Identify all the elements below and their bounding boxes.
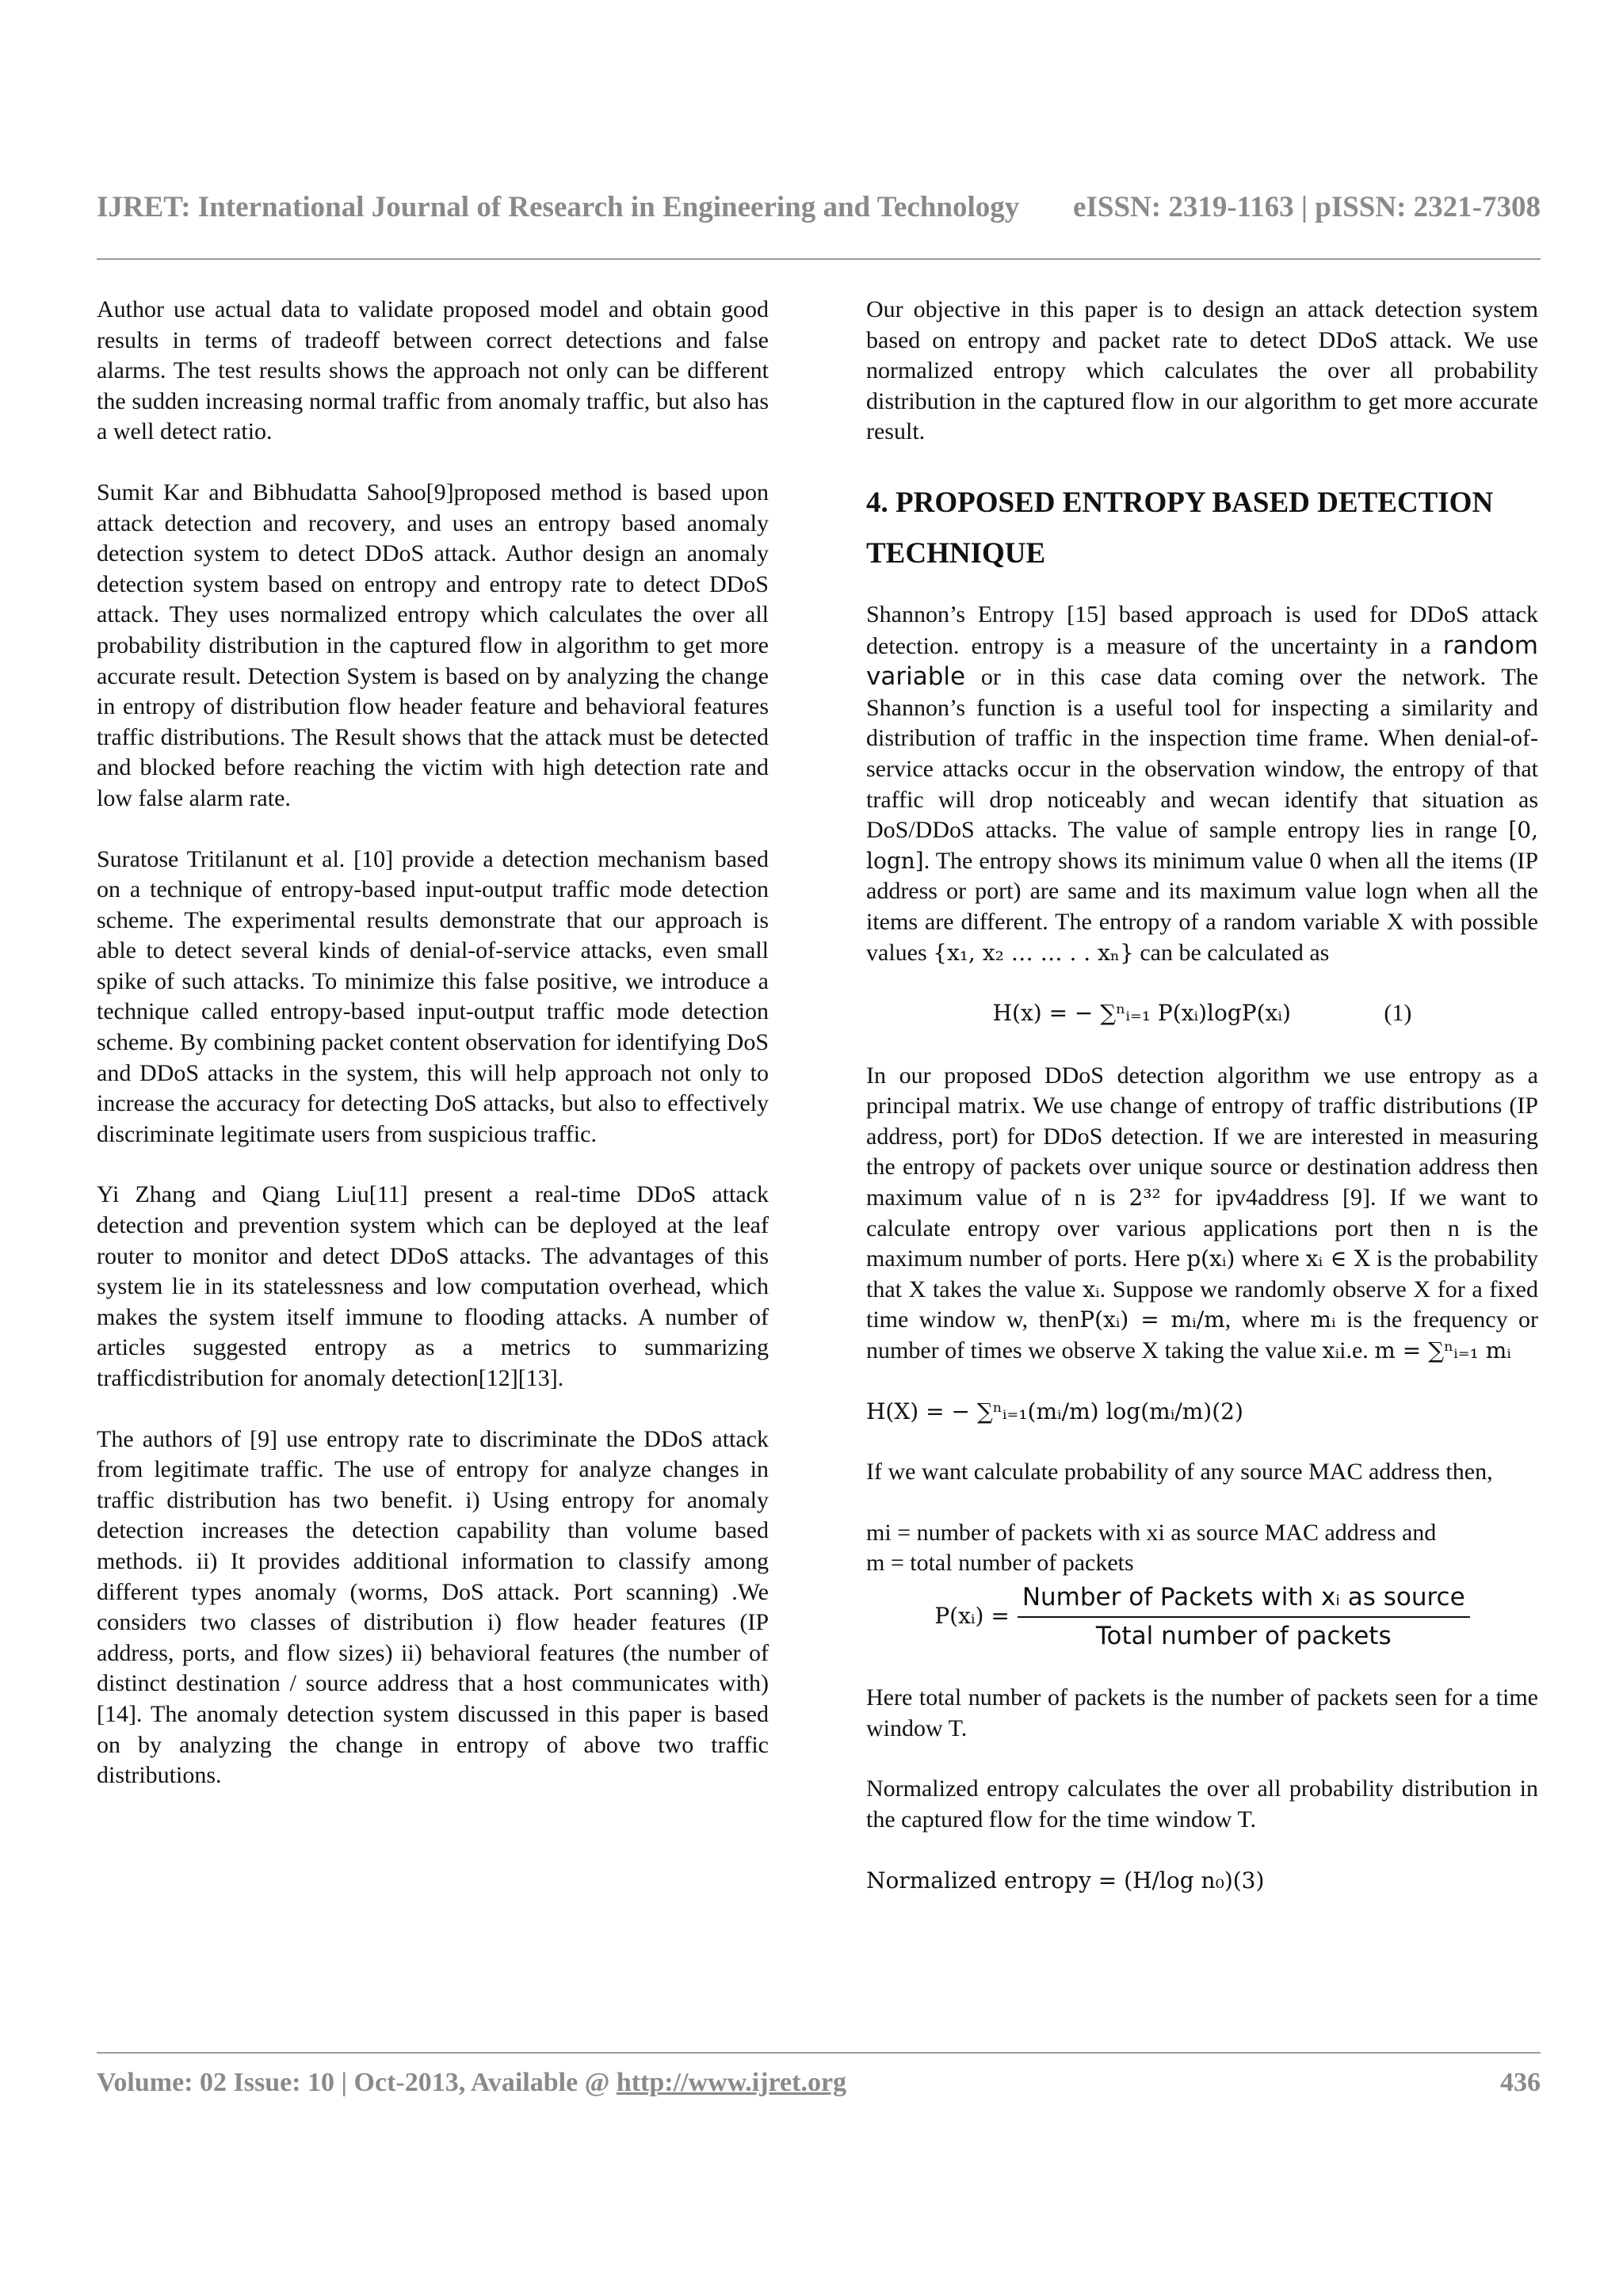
paragraph: Here total number of packets is the number of packets seen for a time window T. [866,1684,1538,1741]
equation-2: H(X) = − ∑ⁿᵢ₌₁(mᵢ/m) log(mᵢ/m)(2) [866,1398,1243,1425]
footer-left [97,2068,846,2098]
section-heading-line1: 4. PROPOSED ENTROPY BASED DETECTION [866,486,1494,519]
equation-1-body: H(x) = − ∑ⁿᵢ₌₁ P(xᵢ)logP(xᵢ) [992,1000,1291,1027]
footer-rule [97,2052,1541,2054]
paragraph [866,600,1538,968]
text-run: is the probability that X takes the value [866,1245,1539,1302]
text-run: can be calculated as [1140,939,1330,966]
math-inline: xᵢ [1083,1276,1100,1302]
math-inline: xᵢ [1322,1337,1340,1364]
text-run: . Suppose we randomly observe X for a fixed time window w, then [866,1276,1538,1333]
running-footer [97,2068,1541,2098]
equation-1 [866,998,1538,1029]
definition-mi: mi = number of packets with xi as source MAC address and [866,1519,1437,1546]
math-inline: P(xᵢ) = mᵢ/m [1079,1306,1225,1333]
paragraph: Yi Zhang and Qiang Liu[11] present a real-time DDoS attack detection and prevention system which can be deployed at the leaf router to monitor and detect DDoS attacks. The advantages of this system lie in its statelessness and low computation overhead, which makes the system itself immune to flooding attacks. A number of articles suggested entropy as a metrics to summarizing trafficdistribution for anomaly detection[12][13]. [97,1181,769,1391]
section-heading-line2: TECHNIQUE [866,536,1046,570]
section-heading [866,478,1538,579]
fraction-lhs: P(xᵢ) = [934,1603,1010,1630]
text-run: for ipv4address [9]. If we want to calculate entropy over various applications port then n is the maximum number of ports. Here [866,1184,1539,1272]
equation-1-number: (1) [1384,1000,1412,1027]
running-header [97,190,1541,224]
right-column [866,295,1538,1926]
paragraph: If we want calculate probability of any source MAC address then, [866,1459,1493,1486]
paragraph [866,1061,1538,1367]
paragraph: Author use actual data to validate proposed model and obtain good results in terms of tradeoff between correct detections and false alarms. The test results shows the approach not only can be different the sudden increasing normal traffic from anomaly traffic, but also has a well detect ratio. [97,296,769,445]
paragraph: Normalized entropy calculates the over all probability distribution in the captured flow for the time window T. [866,1775,1538,1833]
text-run: Shannon’s Entropy [15] based approach is used for DDoS attack detection. entropy is a measure of the uncertainty in a [866,601,1538,659]
equation-3: Normalized entropy = (H/log n₀)(3) [866,1867,1265,1894]
math-power: 2³² [1128,1184,1161,1211]
page-number: 436 [1500,2068,1541,2097]
paragraph: Sumit Kar and Bibhudatta Sahoo[9]proposed method is based upon attack detection and recovery, and uses an entropy based anomaly detection system to detect DDoS attack. Author design an anomaly detection system based on entropy and entropy rate to detect DDoS attack. They uses normalized entropy which calculates the over all probability distribution in the captured flow in algorithm to get more accurate result. Detection System is based on by analyzing the change in entropy of distribution flow header feature and behavioral features traffic distributions. The Result shows that the attack must be detected and blocked before reaching the victim with high detection rate and low false alarm rate. [97,479,769,811]
journal-name: IJRET: International Journal of Research in Engineering and Technology [97,191,1020,223]
left-column [97,295,769,1821]
text-run: is the frequency or number of times we observe X taking the value [866,1306,1539,1364]
paragraph: Our objective in this paper is to design an attack detection system based on entropy and packet rate to detect DDoS attack. We use normalized entropy which calculates the over all probability distribution in the captured flow in our algorithm to get more accurate result. [866,296,1538,445]
math-range: [0, logn] [866,817,1538,874]
text-run: where [1241,1245,1300,1272]
header-rule [97,258,1541,260]
fraction [1018,1582,1470,1651]
fraction-numerator: Number of Packets with xᵢ as source [1018,1582,1470,1618]
text-run: or in this case data coming over the network. The Shannon’s function is a useful tool for inspecting a similarity and distribution of traffic in the inspection time frame. When denial-of-service attacks occur in the observation window, the entropy of that traffic will drop noticeably and wecan identify that situation as DoS/DDoS attacks. The value of sample entropy lies in range [866,664,1539,844]
paragraph: The authors of [9] use entropy rate to discriminate the DDoS attack from legitimate traffic. The use of entropy for analyze changes in traffic distribution has two benefit. i) Using entropy for anomaly detection increases the detection capability than volume based methods. ii) It provides additional information to classify among different types anomaly (worms, DoS attack. Port scanning) .We considers two classes of distribution i) flow header features (IP address, ports, and flow sizes) ii) behavioral features (the number of distinct destination / source address that a host communicates with) [14]. The anomaly detection system discussed in this paper is based on by analyzing the change in entropy of above two traffic distributions. [97,1425,769,1789]
math-inline: xᵢ ∈ X [1305,1245,1370,1272]
math-inline: mᵢ [1310,1306,1336,1333]
definition-m: m = total number of packets [866,1550,1134,1577]
journal-link[interactable]: http://www.ijret.org [616,2068,847,2097]
volume-info: Volume: 02 Issue: 10 | Oct-2013, Available @ [97,2068,610,2097]
fraction-denominator: Total number of packets [1095,1621,1392,1650]
text-run: In our proposed DDoS detection algorithm we use entropy as a principal matrix. We use change of entropy of traffic distributions (IP address, port) for DDoS detection. If we are interested in measuring the entropy of packets over unique source or destination address then maximum value of n is [866,1062,1538,1211]
math-inline: m = ∑ⁿᵢ₌₁ mᵢ [1374,1337,1511,1364]
issn: eISSN: 2319-1163 | pISSN: 2321-7308 [1073,191,1541,223]
math-inline: p(xᵢ) [1186,1245,1235,1272]
paragraph: Suratose Tritilanunt et al. [10] provide a detection mechanism based on a technique of entropy-based input-output traffic mode detection scheme. The experimental results demonstrate that our approach is able to detect several kinds of denial-of-service attacks, even small spike of such attacks. To minimize this false positive, we introduce a technique called entropy-based input-output traffic mode detection scheme. By combining packet content observation for identifying DoS and DDoS attacks in the system, this will help approach not only to increase the accuracy for detecting DoS attacks, but also to effectively discriminate legitimate users from suspicious traffic. [97,845,769,1147]
probability-formula [866,1582,1538,1651]
term-random-variable: random variable [866,631,1538,692]
text-run: i.e. [1339,1337,1369,1364]
text-run: . The entropy shows its minimum value 0 when all the items (IP address or port) are same and its maximum value logn when all the items are different. The entropy of a random variable X with possible values [866,847,1538,966]
math-set: {x₁, x₂ … … . . xₙ} [933,939,1134,966]
text-run: , where [1224,1306,1300,1333]
